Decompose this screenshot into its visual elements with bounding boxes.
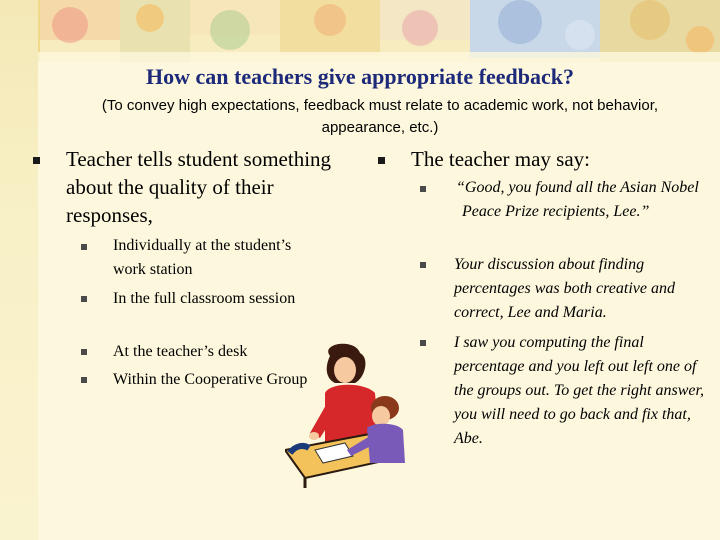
slide-title: How can teachers give appropriate feedback? bbox=[146, 64, 574, 89]
bullet-icon bbox=[420, 186, 426, 192]
bullet-icon bbox=[378, 157, 385, 164]
bullet-icon bbox=[81, 349, 87, 355]
list-item: In the full classroom session bbox=[113, 290, 296, 307]
teacher-student-illustration bbox=[285, 338, 420, 488]
decorative-banner bbox=[0, 0, 720, 62]
list-item: Individually at the student’s work station bbox=[113, 237, 292, 278]
quote-item: I saw you computing the final percentage and you left out left one of the groups out. To get the right answer, you will need to go back and fix that, Abe. bbox=[454, 334, 704, 447]
right-heading: The teacher may say: bbox=[411, 147, 590, 171]
bullet-icon bbox=[33, 157, 40, 164]
quote-item: Your discussion about finding percentages was both creative and correct, Lee and Maria. bbox=[454, 256, 675, 321]
bullet-icon bbox=[81, 296, 87, 302]
banner-art bbox=[0, 0, 720, 62]
bullet-icon bbox=[420, 262, 426, 268]
list-item: Within the Cooperative Group bbox=[113, 371, 308, 388]
quote-item: “Good, you found all the Asian Nobel Peace Prize recipients, Lee.” bbox=[456, 179, 699, 220]
bullet-icon bbox=[81, 377, 87, 383]
main-point-left: Teacher tells student something about the quality of their responses, bbox=[66, 147, 332, 227]
bullet-icon bbox=[420, 340, 426, 346]
list-item: At the teacher’s desk bbox=[113, 343, 248, 360]
bullet-icon bbox=[81, 244, 87, 250]
slide-subtitle: (To convey high expectations, feedback must relate to academic work, not behavior, appearance, etc.) bbox=[101, 97, 659, 136]
teacher-student-clipart bbox=[285, 338, 420, 488]
